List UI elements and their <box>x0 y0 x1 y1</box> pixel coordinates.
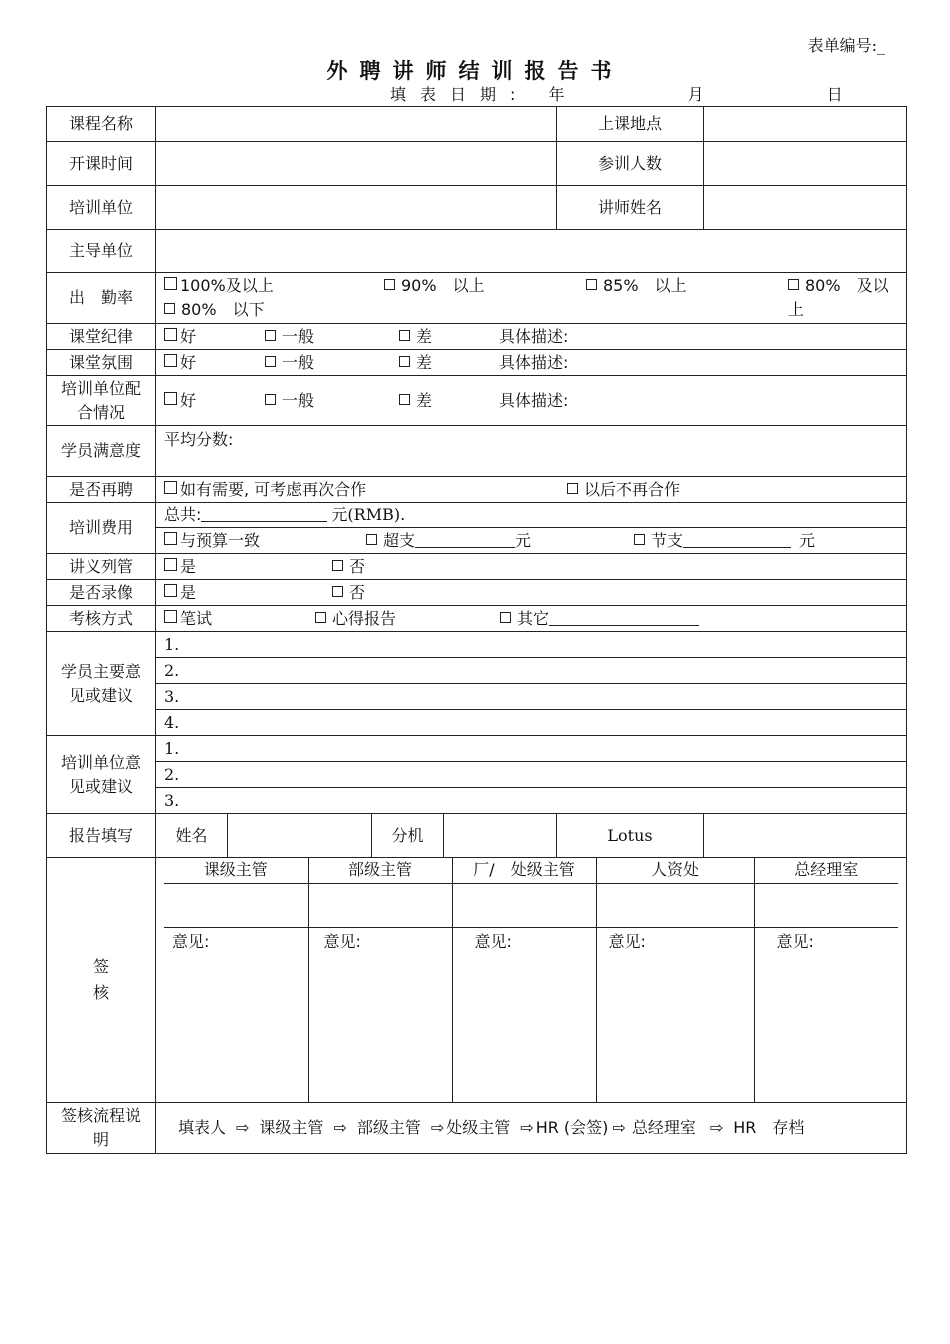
cooperation-label: 培训单位配合情况 <box>47 376 156 426</box>
lotus-label: Lotus <box>557 814 704 858</box>
report-label: 报告填写 <box>47 814 156 858</box>
cost-over-budget[interactable]: 超支 元 <box>366 529 531 553</box>
cooperation-poor[interactable]: 差 <box>399 389 432 413</box>
flow-steps <box>156 1103 907 1154</box>
flow-step-plant: 处级主管 <box>446 1118 511 1137</box>
checkbox-icon <box>164 481 177 494</box>
checkbox-icon <box>265 356 276 367</box>
recording-options <box>156 580 907 606</box>
attendance-option-90[interactable]: 90% 以上 <box>384 274 485 298</box>
checkbox-icon <box>265 394 276 405</box>
cooperation-good[interactable]: 好 <box>164 389 196 413</box>
attendance-option-85[interactable]: 85% 以上 <box>586 274 687 298</box>
assessment-other[interactable]: 其它 <box>500 607 699 631</box>
satisfaction-label: 学员满意度 <box>47 426 156 477</box>
cost-total-blank[interactable] <box>201 505 327 522</box>
checkbox-icon <box>500 612 511 623</box>
checkbox-icon <box>164 303 175 314</box>
recording-yes[interactable]: 是 <box>164 581 196 605</box>
arrow-right-icon: ⇨ <box>709 1118 724 1137</box>
cost-under-budget[interactable]: 节支 元 <box>634 529 815 553</box>
start-time-label: 开课时间 <box>47 142 156 186</box>
atmosphere-label: 课堂氛围 <box>47 350 156 376</box>
report-form-table <box>46 106 907 1154</box>
signoff-col-gm: 总经理室 <box>754 858 898 883</box>
signoff-opinion-department[interactable]: 意见: <box>308 927 452 1102</box>
checkbox-icon <box>586 279 597 290</box>
lead-unit-field[interactable] <box>156 230 907 273</box>
cost-total-label: 总共: <box>164 505 202 524</box>
atmosphere-poor[interactable]: 差 <box>399 351 432 375</box>
rehire-yes[interactable]: 如有需要, 可考虑再次合作 <box>164 478 366 502</box>
checkbox-icon <box>332 586 343 597</box>
location-field[interactable] <box>704 107 907 142</box>
lecturer-name-field[interactable] <box>704 186 907 230</box>
signoff-sign-department[interactable] <box>308 883 452 927</box>
atmosphere-good[interactable]: 好 <box>164 351 196 375</box>
student-opinion-label: 学员主要意见或建议 <box>47 632 156 736</box>
atmosphere-options <box>156 350 907 376</box>
discipline-poor[interactable]: 差 <box>399 325 432 349</box>
signoff-col-plant: 厂/ 处级主管 <box>452 858 596 883</box>
checkbox-icon <box>315 612 326 623</box>
flow-step-gm: 总经理室 <box>631 1118 696 1137</box>
name-label: 姓名 <box>156 814 228 858</box>
lotus-field[interactable] <box>704 814 907 858</box>
course-name-field[interactable] <box>156 107 557 142</box>
checkbox-icon <box>164 328 177 341</box>
assessment-options <box>156 606 907 632</box>
attendance-option-80-below[interactable]: 80% 以下 <box>164 298 265 322</box>
signoff-opinion-section[interactable]: 意见: <box>164 927 308 1102</box>
ext-label: 分机 <box>372 814 444 858</box>
checkbox-icon <box>384 279 395 290</box>
lead-unit-label: 主导单位 <box>47 230 156 273</box>
arrow-right-icon: ⇨ <box>236 1118 250 1137</box>
checkbox-icon <box>164 584 177 597</box>
checkbox-icon <box>399 394 410 405</box>
signoff-sign-section[interactable] <box>164 883 308 927</box>
attendance-label: 出 勤率 <box>47 273 156 324</box>
rehire-no[interactable]: 以后不再合作 <box>567 478 680 502</box>
flow-label: 签核流程说明 <box>47 1103 156 1154</box>
flow-step-archive: HR 存档 <box>733 1118 805 1137</box>
unit-opinion-item-2[interactable]: 2. <box>156 762 907 788</box>
student-opinion-item-2[interactable]: 2. <box>156 658 907 684</box>
date-year: 年 <box>548 85 579 104</box>
unit-opinion-label: 培训单位意见或建议 <box>47 736 156 814</box>
unit-opinion-item-1[interactable]: 1. <box>156 736 907 762</box>
flow-step-filler: 填表人 <box>178 1118 227 1137</box>
checkbox-icon <box>399 330 410 341</box>
cost-total-row <box>156 503 907 528</box>
student-opinion-item-3[interactable]: 3. <box>156 684 907 710</box>
signoff-sign-hr[interactable] <box>596 883 754 927</box>
avg-score-label[interactable]: 平均分数: <box>156 426 907 477</box>
cooperation-average[interactable]: 一般 <box>265 389 314 413</box>
discipline-describe: 具体描述: <box>499 326 569 346</box>
recording-no[interactable]: 否 <box>332 581 365 605</box>
signoff-col-department: 部级主管 <box>308 858 452 883</box>
atmosphere-describe: 具体描述: <box>499 352 569 372</box>
assessment-report[interactable]: 心得报告 <box>315 607 396 631</box>
recording-label: 是否录像 <box>47 580 156 606</box>
training-unit-field[interactable] <box>156 186 557 230</box>
start-time-field[interactable] <box>156 142 557 186</box>
attendees-label: 参训人数 <box>557 142 704 186</box>
cooperation-options <box>156 376 907 426</box>
date-day: 日 <box>826 85 857 104</box>
handouts-yes[interactable]: 是 <box>164 555 196 579</box>
attendance-option-100[interactable]: 100%及以上 <box>164 274 274 298</box>
attendees-field[interactable] <box>704 142 907 186</box>
signoff-opinion-hr[interactable]: 意见: <box>596 927 754 1102</box>
attendance-option-80-above[interactable]: 80% 及以上 <box>788 276 889 319</box>
checkbox-icon <box>634 534 645 545</box>
checkbox-icon <box>788 279 799 290</box>
discipline-label: 课堂纪律 <box>47 324 156 350</box>
assessment-written[interactable]: 笔试 <box>164 607 212 631</box>
student-opinion-item-1[interactable]: 1. <box>156 632 907 658</box>
checkbox-icon <box>164 277 177 290</box>
checkbox-icon <box>164 532 177 545</box>
discipline-average[interactable]: 一般 <box>265 325 314 349</box>
checkbox-icon <box>164 610 177 623</box>
date-label: 填表日期: <box>390 85 530 104</box>
checkbox-icon <box>164 354 177 367</box>
assessment-label: 考核方式 <box>47 606 156 632</box>
rehire-label: 是否再聘 <box>47 477 156 503</box>
cost-label: 培训费用 <box>47 503 156 554</box>
course-name-label: 课程名称 <box>47 107 156 142</box>
checkbox-icon <box>399 356 410 367</box>
signoff-table <box>164 858 898 1102</box>
discipline-options <box>156 324 907 350</box>
attendance-options <box>156 273 907 324</box>
student-opinion-item-4[interactable]: 4. <box>156 710 907 736</box>
checkbox-icon <box>164 392 177 405</box>
discipline-good[interactable]: 好 <box>164 325 196 349</box>
fill-date-line <box>390 82 857 105</box>
name-field[interactable] <box>228 814 372 858</box>
signoff-sign-gm[interactable] <box>754 883 898 927</box>
signoff-opinion-gm[interactable]: 意见: <box>754 927 898 1102</box>
signoff-sign-plant[interactable] <box>452 883 596 927</box>
flow-step-hr: HR (会签) <box>535 1118 609 1137</box>
checkbox-icon <box>265 330 276 341</box>
checkbox-icon <box>567 483 578 494</box>
signoff-label: 签核 <box>47 858 156 1103</box>
cost-on-budget[interactable]: 与预算一致 <box>164 529 260 553</box>
checkbox-icon <box>164 558 177 571</box>
date-month: 月 <box>687 85 718 104</box>
rehire-options <box>156 477 907 503</box>
location-label: 上课地点 <box>557 107 704 142</box>
atmosphere-average[interactable]: 一般 <box>265 351 314 375</box>
arrow-right-icon: ⇨ <box>430 1118 445 1137</box>
cooperation-describe: 具体描述: <box>499 390 569 410</box>
training-unit-label: 培训单位 <box>47 186 156 230</box>
form-number-label: 表单编号:_ <box>807 36 885 55</box>
arrow-right-icon: ⇨ <box>333 1118 347 1137</box>
signoff-col-hr: 人资处 <box>596 858 754 883</box>
handouts-no[interactable]: 否 <box>332 555 365 579</box>
unit-opinion-item-3[interactable]: 3. <box>156 788 907 814</box>
page-title: 外聘讲师结训报告书 <box>326 59 624 83</box>
arrow-right-icon: ⇨ <box>612 1118 626 1137</box>
signoff-col-section: 课级主管 <box>164 858 308 883</box>
arrow-right-icon: ⇨ <box>520 1118 534 1137</box>
checkbox-icon <box>366 534 377 545</box>
flow-step-section: 课级主管 <box>259 1118 324 1137</box>
checkbox-icon <box>332 560 343 571</box>
signoff-opinion-plant[interactable]: 意见: <box>452 927 596 1102</box>
lecturer-name-label: 讲师姓名 <box>557 186 704 230</box>
ext-field[interactable] <box>444 814 557 858</box>
handouts-options <box>156 554 907 580</box>
cost-unit: 元(RMB). <box>331 505 406 524</box>
cost-options <box>156 528 907 554</box>
signoff-grid <box>156 858 907 1103</box>
handouts-label: 讲义列管 <box>47 554 156 580</box>
flow-step-department: 部级主管 <box>356 1118 421 1137</box>
